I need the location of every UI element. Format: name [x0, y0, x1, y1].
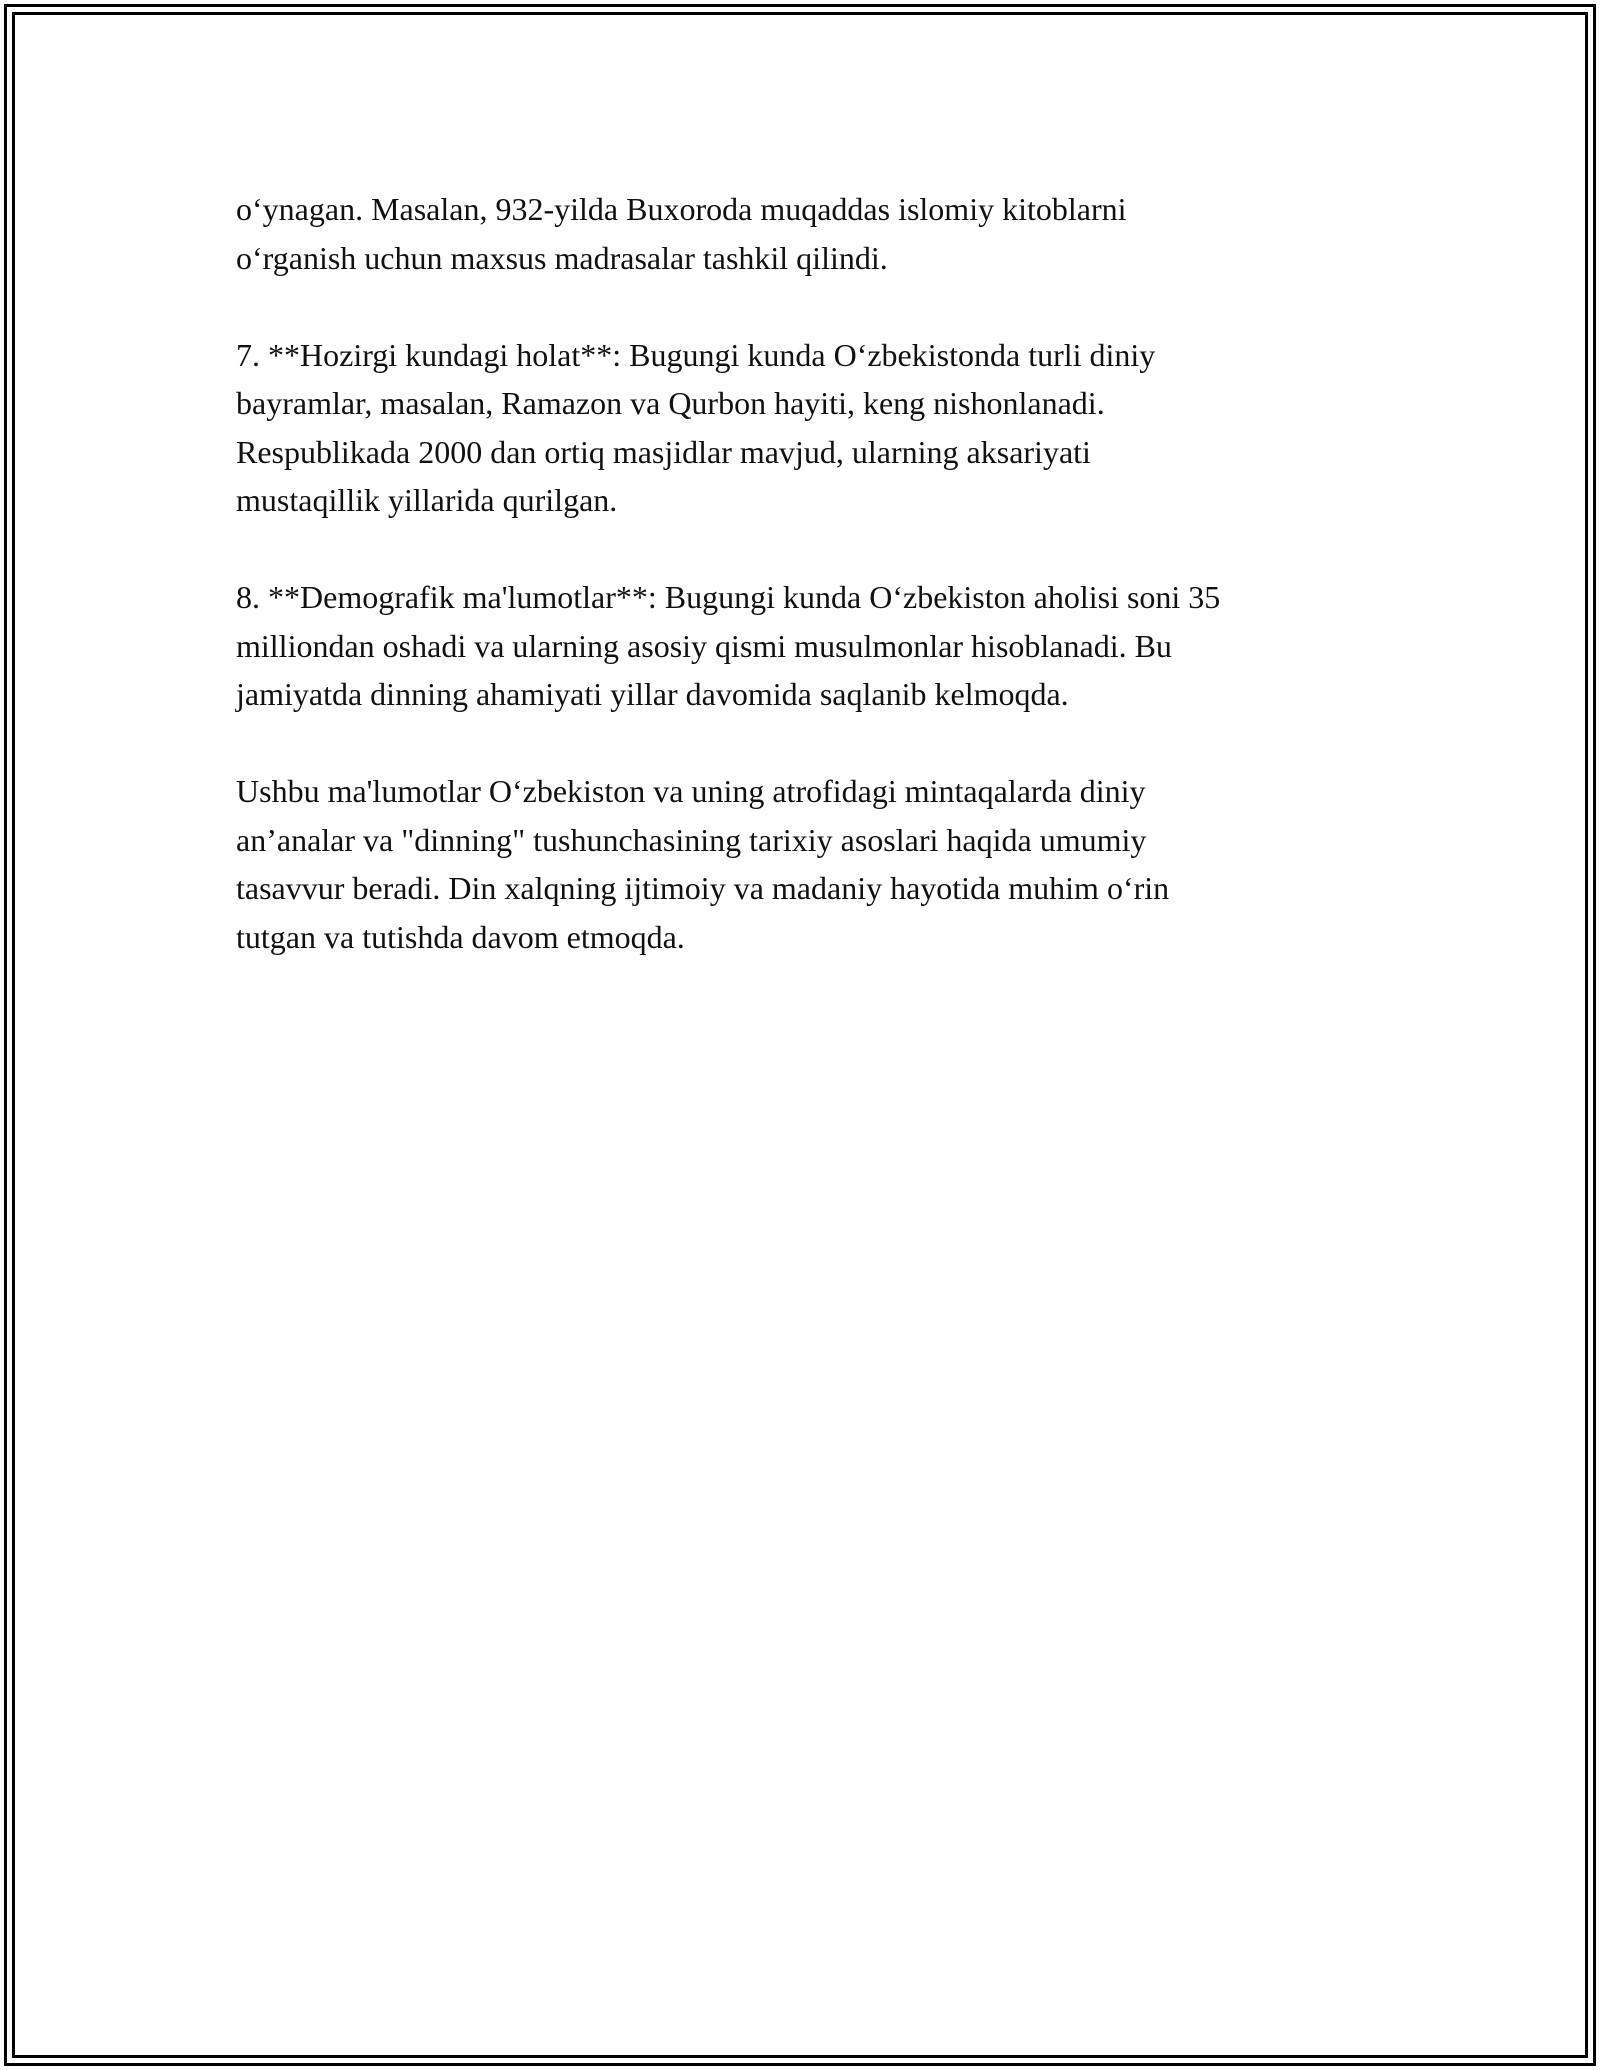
text-line: milliondan oshadi va ularning asosiy qismi musulmonlar hisoblanadi. Bu — [236, 627, 1172, 664]
text-line: tasavvur beradi. Din xalqning ijtimoiy va madaniy hayotida muhim o‘rin — [236, 870, 1170, 906]
text-line: Ushbu ma'lumotlar O‘zbekiston va uning atrofidagi mintaqalarda diniy — [236, 773, 1146, 809]
paragraph-madrasa-continuation — [236, 185, 1416, 282]
text-line: bayramlar, masalan, Ramazon va Qurbon hayiti, keng nishonlanadi. — [236, 385, 1105, 421]
text-line: mustaqillik yillarida qurilgan. — [236, 482, 618, 518]
paragraph-conclusion — [236, 767, 1416, 961]
text-line: tutgan va tutishda davom etmoqda. — [236, 918, 685, 955]
text-line: o‘ynagan. Masalan, 932-yilda Buxoroda muqaddas islomiy kitoblarni — [236, 191, 1127, 227]
text-line: o‘rganish uchun maxsus madrasalar tashkil qilindi. — [236, 239, 888, 276]
text-line: an’analar va "dinning" tushunchasining tarixiy asoslari haqida umumiy — [236, 821, 1147, 858]
paragraph-demographics — [236, 573, 1416, 719]
paragraph-current-situation — [236, 331, 1416, 525]
document-body — [236, 185, 1416, 1010]
text-line: 8. **Demografik ma'lumotlar**: Bugungi kunda O‘zbekiston aholisi soni 35 — [236, 579, 1221, 615]
text-line: Respublikada 2000 dan ortiq masjidlar mavjud, ularning aksariyati — [236, 433, 1091, 470]
text-line: jamiyatda dinning ahamiyati yillar davomida saqlanib kelmoqda. — [236, 676, 1069, 712]
text-line: 7. **Hozirgi kundagi holat**: Bugungi kunda O‘zbekistonda turli diniy — [236, 336, 1156, 373]
